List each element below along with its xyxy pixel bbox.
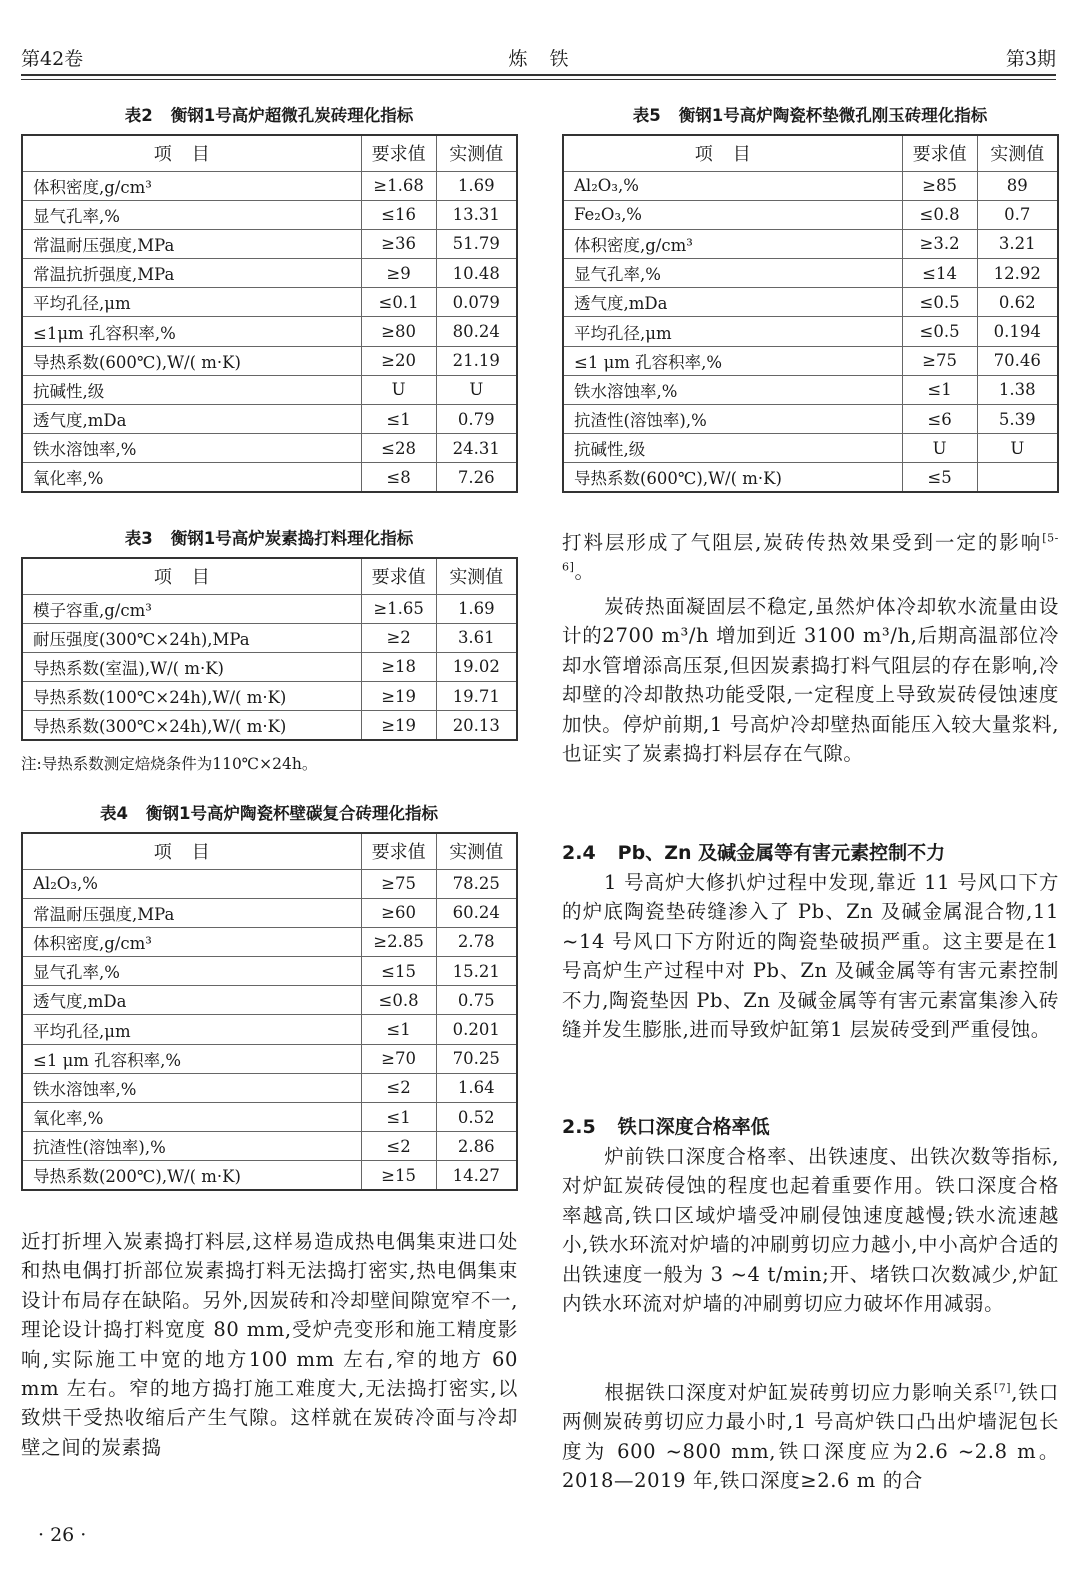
table-row bbox=[563, 200, 1058, 229]
journal-title: 炼铁 bbox=[508, 48, 591, 70]
cell-required: ≥20 bbox=[361, 346, 436, 375]
table-row bbox=[563, 405, 1058, 434]
table-header-row bbox=[22, 558, 517, 594]
cell-required: ≥3.2 bbox=[902, 229, 977, 258]
cell-measured: 5.39 bbox=[977, 405, 1058, 434]
cell-item: 平均孔径,μm bbox=[22, 288, 361, 317]
table3-note: 注:导热系数测定焙烧条件为110℃×24h。 bbox=[21, 755, 318, 773]
cell-measured: 19.02 bbox=[436, 652, 517, 681]
cell-item: Fe₂O₃,% bbox=[563, 200, 902, 229]
cell-measured: 0.79 bbox=[436, 405, 517, 434]
cell-required: ≥1.68 bbox=[361, 171, 436, 200]
section-2-5-heading: 2.5 铁口深度合格率低 bbox=[562, 1116, 770, 1138]
column-header-measured: 实测值 bbox=[436, 833, 517, 869]
column-header-item: 项目 bbox=[563, 135, 902, 171]
cell-measured: 0.194 bbox=[977, 317, 1058, 346]
table-row bbox=[563, 375, 1058, 404]
volume-label: 第42卷 bbox=[21, 48, 84, 70]
cell-item: 抗渣性(溶蚀率),% bbox=[22, 1132, 361, 1161]
cell-required: U bbox=[902, 434, 977, 463]
cell-measured: 0.52 bbox=[436, 1103, 517, 1132]
cell-measured: 0.7 bbox=[977, 200, 1058, 229]
cell-item: 显气孔率,% bbox=[563, 259, 902, 288]
cell-required: ≤0.8 bbox=[902, 200, 977, 229]
table-row bbox=[563, 229, 1058, 258]
table-row bbox=[22, 927, 517, 956]
cell-measured: 12.92 bbox=[977, 259, 1058, 288]
cell-item: 铁水溶蚀率,% bbox=[22, 1073, 361, 1102]
cell-item: 导热系数(600℃),W/( m·K) bbox=[563, 463, 902, 492]
table-header-row bbox=[563, 135, 1058, 171]
table-row bbox=[22, 288, 517, 317]
cell-measured: 1.38 bbox=[977, 375, 1058, 404]
cell-measured: 3.21 bbox=[977, 229, 1058, 258]
table-row bbox=[22, 1103, 517, 1132]
cell-measured: 0.75 bbox=[436, 986, 517, 1015]
cell-item: 抗渣性(溶蚀率),% bbox=[563, 405, 902, 434]
table-row bbox=[563, 317, 1058, 346]
cell-item: 铁水溶蚀率,% bbox=[22, 434, 361, 463]
table-row bbox=[22, 682, 517, 711]
table2-caption bbox=[21, 102, 517, 126]
page-number: · 26 · bbox=[38, 1524, 87, 1546]
table-row bbox=[22, 317, 517, 346]
column-header-required: 要求值 bbox=[902, 135, 977, 171]
citation: [5-6] bbox=[562, 531, 1059, 574]
cell-required: ≤2 bbox=[361, 1073, 436, 1102]
cell-measured: 89 bbox=[977, 171, 1058, 200]
right-para-2: 炭砖热面凝固层不稳定,虽然炉体冷却软水流量由设计的2700 m³/h 增加到近 3100 m³/h,后期高温部位冷却水管增添高压泵,但因炭素捣打料气阻层的存在影响,冷却壁的冷却散热功能受限,一定程度上导致炭砖侵蚀速度加快。停炉前期,1 号高炉冷却壁热面能压入较大量浆料,也证实了炭素捣打料层存在气隙。 bbox=[562, 595, 1059, 766]
cell-measured: 7.26 bbox=[436, 463, 517, 492]
table-row bbox=[22, 434, 517, 463]
table-row bbox=[22, 346, 517, 375]
issue-label: 第3期 bbox=[1005, 48, 1056, 70]
table-row bbox=[22, 711, 517, 740]
cell-measured: 1.69 bbox=[436, 594, 517, 623]
table-row bbox=[22, 898, 517, 927]
table5-caption bbox=[562, 102, 1058, 126]
cell-item: 导热系数(100℃×24h),W/( m·K) bbox=[22, 682, 361, 711]
right-para-1: 打料层形成了气阻层,炭砖传热效果受到一定的影响[5-6]。 bbox=[562, 531, 1059, 584]
cell-measured: 0.62 bbox=[977, 288, 1058, 317]
cell-item: 显气孔率,% bbox=[22, 200, 361, 229]
cell-measured bbox=[977, 463, 1058, 492]
cell-item: 透气度,mDa bbox=[22, 986, 361, 1015]
cell-measured: 78.25 bbox=[436, 869, 517, 898]
table4 bbox=[21, 832, 518, 1191]
cell-item: 导热系数(室温),W/( m·K) bbox=[22, 652, 361, 681]
cell-measured: 0.201 bbox=[436, 1015, 517, 1044]
cell-required: ≥18 bbox=[361, 652, 436, 681]
header-rule bbox=[21, 74, 1056, 80]
table-row bbox=[22, 200, 517, 229]
cell-measured: 51.79 bbox=[436, 229, 517, 258]
table3-caption bbox=[21, 525, 517, 549]
cell-item: 体积密度,g/cm³ bbox=[22, 171, 361, 200]
cell-item: ≤1 μm 孔容积率,% bbox=[563, 346, 902, 375]
cell-item: 体积密度,g/cm³ bbox=[563, 229, 902, 258]
cell-measured: 80.24 bbox=[436, 317, 517, 346]
table-row bbox=[563, 463, 1058, 492]
table-row bbox=[22, 1132, 517, 1161]
cell-item: 抗碱性,级 bbox=[22, 375, 361, 404]
table4-number: 表4 bbox=[100, 804, 128, 823]
cell-measured: 2.86 bbox=[436, 1132, 517, 1161]
cell-measured: 0.079 bbox=[436, 288, 517, 317]
cell-item: 透气度,mDa bbox=[22, 405, 361, 434]
table-row bbox=[563, 171, 1058, 200]
table-row bbox=[563, 259, 1058, 288]
cell-item: 常温耐压强度,MPa bbox=[22, 898, 361, 927]
cell-item: 显气孔率,% bbox=[22, 957, 361, 986]
cell-required: ≥9 bbox=[361, 259, 436, 288]
cell-measured: 10.48 bbox=[436, 259, 517, 288]
cell-item: 导热系数(300℃×24h),W/( m·K) bbox=[22, 711, 361, 740]
cell-item: Al₂O₃,% bbox=[22, 869, 361, 898]
right-para-3: 1 号高炉大修扒炉过程中发现,靠近 11 号风口下方的炉底陶瓷垫砖缝渗入了 Pb、Zn 及碱金属混合物,11 ~14 号风口下方附近的陶瓷垫破损严重。这主要是在1 号高炉生产过程中对 Pb、Zn 及碱金属等有害元素控制不力,陶瓷垫因 Pb、Zn 及碱金属等有害元素富集渗入砖缝并发生膨胀,进而导致炉缸第1 层炭砖受到严重侵蚀。 bbox=[562, 871, 1059, 1042]
column-header-measured: 实测值 bbox=[436, 558, 517, 594]
left-body-paragraph: 近打折埋入炭素捣打料层,这样易造成热电偶集束进口处和热电偶打折部位炭素捣打料无法捣打密实,热电偶集束设计布局存在缺陷。另外,因炭砖和冷却壁间隙宽窄不一,理论设计捣打料宽度 80 mm,受炉壳变形和施工精度影响,实际施工中宽的地方100 mm 左右,窄的地方 60 mm 左右。窄的地方捣打施工难度大,无法捣打密实,以致烘干受热收缩后产生气隙。这样就在炭砖冷面与冷却壁之间的炭素捣 bbox=[21, 1230, 518, 1459]
cell-required: ≥2.85 bbox=[361, 927, 436, 956]
cell-required: ≤1 bbox=[361, 405, 436, 434]
cell-required: ≤16 bbox=[361, 200, 436, 229]
cell-item: 体积密度,g/cm³ bbox=[22, 927, 361, 956]
table3-title: 衡钢1号高炉炭素捣打料理化指标 bbox=[170, 529, 414, 548]
cell-item: 导热系数(600℃),W/( m·K) bbox=[22, 346, 361, 375]
cell-measured: 60.24 bbox=[436, 898, 517, 927]
running-header bbox=[21, 40, 1056, 76]
cell-item: ≤1μm 孔容积率,% bbox=[22, 317, 361, 346]
cell-required: ≥75 bbox=[361, 869, 436, 898]
column-header-measured: 实测值 bbox=[436, 135, 517, 171]
cell-required: ≥19 bbox=[361, 711, 436, 740]
cell-required: U bbox=[361, 375, 436, 404]
cell-required: ≤2 bbox=[361, 1132, 436, 1161]
cell-item: Al₂O₃,% bbox=[563, 171, 902, 200]
cell-required: ≤14 bbox=[902, 259, 977, 288]
cell-item: 平均孔径,μm bbox=[563, 317, 902, 346]
column-header-item: 项目 bbox=[22, 833, 361, 869]
cell-item: 耐压强度(300℃×24h),MPa bbox=[22, 623, 361, 652]
cell-measured: U bbox=[436, 375, 517, 404]
table-row bbox=[22, 375, 517, 404]
column-header-item: 项目 bbox=[22, 558, 361, 594]
cell-required: ≥70 bbox=[361, 1044, 436, 1073]
cell-item: 模子容重,g/cm³ bbox=[22, 594, 361, 623]
table-row bbox=[22, 229, 517, 258]
cell-item: 常温抗折强度,MPa bbox=[22, 259, 361, 288]
cell-required: ≥60 bbox=[361, 898, 436, 927]
cell-required: ≤28 bbox=[361, 434, 436, 463]
table-row bbox=[22, 957, 517, 986]
right-para-4: 炉前铁口深度合格率、出铁速度、出铁次数等指标,对炉缸炭砖侵蚀的程度也起着重要作用。铁口深度合格率越高,铁口区域炉墙受冲刷侵蚀速度越慢;铁水流速越小,铁水环流对炉墙的冲刷剪切应力越小,中小高炉合适的出铁速度一般为 3 ~4 t/min;开、堵铁口次数减少,炉缸内铁水环流对炉墙的冲刷剪切应力破坏作用减弱。 bbox=[562, 1145, 1059, 1316]
cell-required: ≥85 bbox=[902, 171, 977, 200]
table3 bbox=[21, 557, 518, 741]
table-row bbox=[22, 869, 517, 898]
cell-required: ≥36 bbox=[361, 229, 436, 258]
cell-required: ≥75 bbox=[902, 346, 977, 375]
cell-item: 铁水溶蚀率,% bbox=[563, 375, 902, 404]
cell-item: 导热系数(200℃),W/( m·K) bbox=[22, 1161, 361, 1190]
column-header-measured: 实测值 bbox=[977, 135, 1058, 171]
cell-required: ≤5 bbox=[902, 463, 977, 492]
cell-measured: 3.61 bbox=[436, 623, 517, 652]
cell-measured: 1.64 bbox=[436, 1073, 517, 1102]
cell-required: ≤6 bbox=[902, 405, 977, 434]
cell-item: 抗碱性,级 bbox=[563, 434, 902, 463]
cell-measured: 70.25 bbox=[436, 1044, 517, 1073]
cell-measured: 21.19 bbox=[436, 346, 517, 375]
cell-required: ≤1 bbox=[361, 1103, 436, 1132]
cell-required: ≤1 bbox=[902, 375, 977, 404]
cell-required: ≤1 bbox=[361, 1015, 436, 1044]
table-row bbox=[22, 405, 517, 434]
cell-required: ≤0.5 bbox=[902, 288, 977, 317]
cell-required: ≤15 bbox=[361, 957, 436, 986]
cell-item: 平均孔径,μm bbox=[22, 1015, 361, 1044]
cell-item: 常温耐压强度,MPa bbox=[22, 229, 361, 258]
table-row bbox=[563, 346, 1058, 375]
column-header-required: 要求值 bbox=[361, 135, 436, 171]
column-header-required: 要求值 bbox=[361, 833, 436, 869]
table-row bbox=[563, 288, 1058, 317]
column-header-required: 要求值 bbox=[361, 558, 436, 594]
table5 bbox=[562, 134, 1059, 493]
cell-measured: 19.71 bbox=[436, 682, 517, 711]
cell-item: ≤1 μm 孔容积率,% bbox=[22, 1044, 361, 1073]
table-row bbox=[22, 623, 517, 652]
table-row bbox=[22, 652, 517, 681]
cell-required: ≤0.1 bbox=[361, 288, 436, 317]
table-row bbox=[22, 1073, 517, 1102]
cell-measured: 13.31 bbox=[436, 200, 517, 229]
column-header-item: 项目 bbox=[22, 135, 361, 171]
cell-required: ≥80 bbox=[361, 317, 436, 346]
table-row bbox=[22, 463, 517, 492]
cell-required: ≤0.5 bbox=[902, 317, 977, 346]
table-header-row bbox=[22, 833, 517, 869]
table4-title: 衡钢1号高炉陶瓷杯壁碳复合砖理化指标 bbox=[146, 804, 438, 823]
table4-caption bbox=[21, 800, 517, 824]
cell-measured: 24.31 bbox=[436, 434, 517, 463]
table-row bbox=[22, 986, 517, 1015]
cell-measured: 2.78 bbox=[436, 927, 517, 956]
table-row bbox=[22, 1015, 517, 1044]
table-row bbox=[22, 171, 517, 200]
table2 bbox=[21, 134, 518, 493]
cell-measured: 70.46 bbox=[977, 346, 1058, 375]
section-2-4-heading: 2.4 Pb、Zn 及碱金属等有害元素控制不力 bbox=[562, 842, 946, 864]
table-row bbox=[22, 1044, 517, 1073]
table2-number: 表2 bbox=[124, 106, 153, 125]
table-row bbox=[22, 259, 517, 288]
cell-required: ≤8 bbox=[361, 463, 436, 492]
table5-title: 衡钢1号高炉陶瓷杯垫微孔刚玉砖理化指标 bbox=[678, 106, 988, 125]
table5-number: 表5 bbox=[632, 106, 661, 125]
table2-title: 衡钢1号高炉超微孔炭砖理化指标 bbox=[170, 106, 414, 125]
cell-measured: 15.21 bbox=[436, 957, 517, 986]
table-row bbox=[22, 594, 517, 623]
cell-measured: 14.27 bbox=[436, 1161, 517, 1190]
cell-required: ≥19 bbox=[361, 682, 436, 711]
table-header-row bbox=[22, 135, 517, 171]
table-row bbox=[22, 1161, 517, 1190]
citation: [7] bbox=[993, 1381, 1012, 1395]
cell-item: 氧化率,% bbox=[22, 1103, 361, 1132]
table-row bbox=[563, 434, 1058, 463]
cell-required: ≥1.65 bbox=[361, 594, 436, 623]
cell-required: ≥15 bbox=[361, 1161, 436, 1190]
cell-required: ≥2 bbox=[361, 623, 436, 652]
table3-number: 表3 bbox=[124, 529, 153, 548]
cell-item: 氧化率,% bbox=[22, 463, 361, 492]
right-para-5: 根据铁口深度对炉缸炭砖剪切应力影响关系[7],铁口两侧炭砖剪切应力最小时,1 号高炉铁口凸出炉墙泥包长度为 600 ~800 mm,铁口深度应为2.6 ~2.8 m。2018—2019 年,铁口深度≥2.6 m 的合 bbox=[562, 1381, 1059, 1493]
cell-measured: 1.69 bbox=[436, 171, 517, 200]
cell-required: ≤0.8 bbox=[361, 986, 436, 1015]
cell-item: 透气度,mDa bbox=[563, 288, 902, 317]
cell-measured: 20.13 bbox=[436, 711, 517, 740]
cell-measured: U bbox=[977, 434, 1058, 463]
